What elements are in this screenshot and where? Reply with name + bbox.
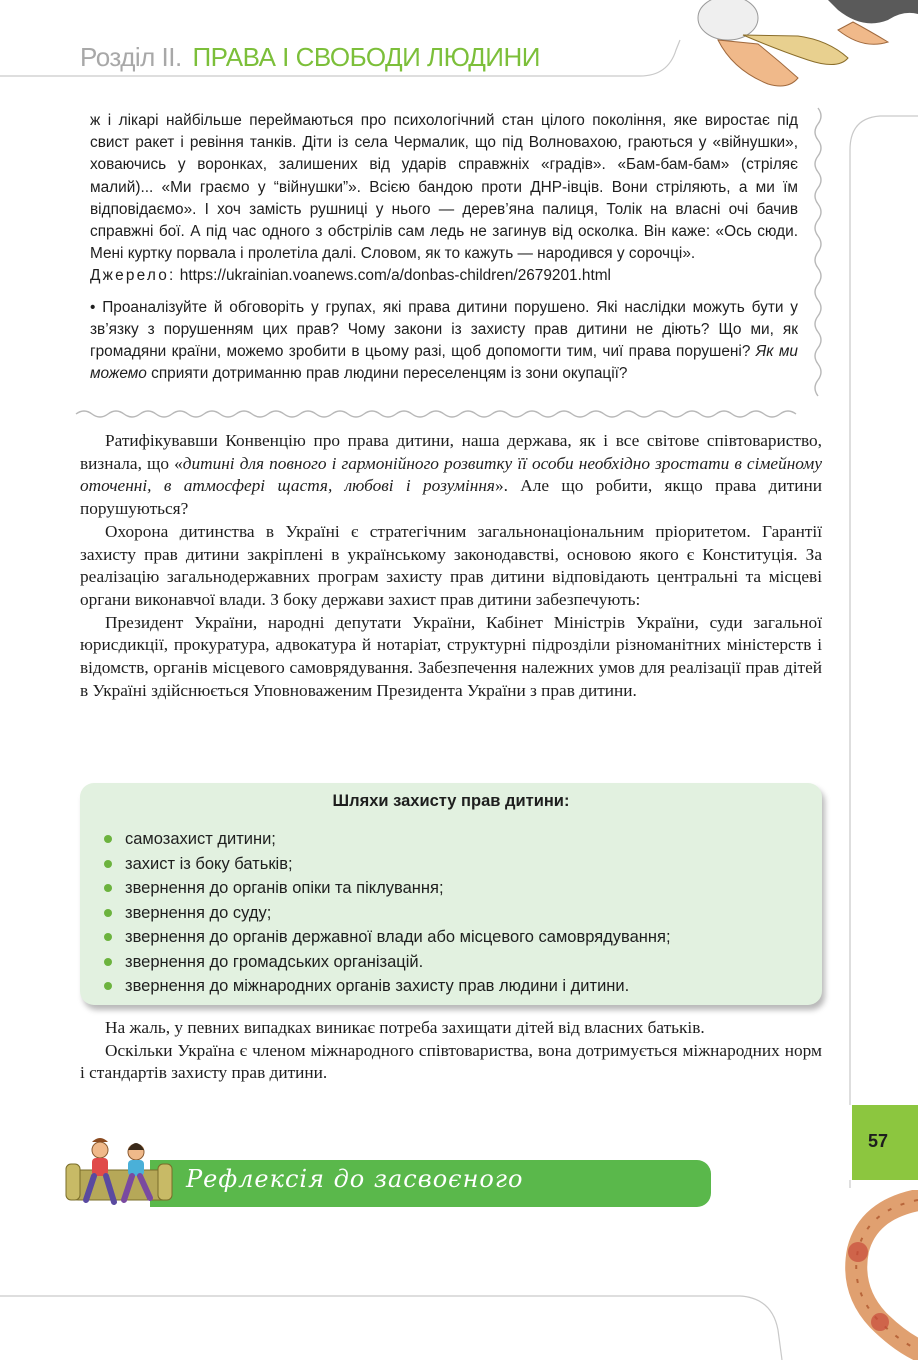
case-task — [90, 297, 798, 386]
case-paragraph: ж і лікарі найбільше переймаються про психологічний стан цілого покоління, яке виростає під свист ракет і ревіння танків. Діти із села Чермалик, що під Волновахою, граються у «війнушки», ховаючись у воронках, залишених від ударів справжніх «градів». «Бам-бам-бам» (стріляє малий)... «Ми граємо у “війнушки”». Всією бандою проти ДНР-івців. Вони стріляють, а ми їм відповідаємо». І хоч замість рушниці у нього — дерев’яна палиця, Толік на власні очі бачив справжні бої. А під час одного з обстрілів сам ледь не загинув від осколка. Він каже: «Ось сюди. Мені куртку порвала і пролетіла далі. Словом, як то кажуть — народився у сорочці». — [90, 112, 798, 263]
bullet-icon — [104, 909, 112, 917]
bullet-icon — [104, 835, 112, 843]
list-item — [104, 852, 671, 877]
case-block-wavy-bottom — [76, 411, 796, 417]
right-margin-curve — [850, 116, 918, 1105]
p1-end: ». Але що робити, якщо права дитини порушуються? — [80, 476, 822, 519]
bullet-icon — [104, 982, 112, 990]
list-item — [104, 925, 671, 950]
list-item-text: захист із боку батьків; — [125, 854, 293, 873]
ways-title: Шляхи захисту прав дитини: — [332, 792, 570, 810]
list-item — [104, 950, 671, 975]
task-bullet: • — [90, 298, 96, 316]
hands-illustration-icon — [688, 0, 918, 96]
p1-quote: дитині для повного і гармонійного розвитку її особи необхідно зростати в сімейному оточенні, в атмосфері щастя, любові і розуміння — [80, 453, 822, 496]
task-italic: Як ми можемо — [90, 343, 798, 383]
main-text-section-2 — [80, 1017, 822, 1085]
main-paragraph-3: Президент України, народні депутати України, Кабінет Міністрів України, суди загальної юрисдикції, прокуратура, адвокатура й нотаріат, структурні підрозділи різноманітних міністерств і відомств, органів місцевого самоврядування. Забезпечення належних умов для реалізації прав дітей в Україні здійснюється Уповноваженим Президента України з прав дитини. — [80, 612, 822, 700]
source-url: https://ukrainian.voanews.com/a/donbas-children/2679201.html — [179, 267, 611, 285]
task-text: Проаналізуйте й обговоріть у групах, які права дитини порушено. Які наслідки можуть бути у зв’язку з порушенням цих прав? Чому закони із захисту прав дитини не діють? Що ми, як громадяни країни, можемо зробити в цьому разі, щоб допомогти тим, чиї права порушені? — [90, 298, 799, 361]
list-item-text: самозахист дитини; — [125, 830, 276, 848]
list-item — [104, 974, 671, 999]
chapter-title: ПРАВА І СВОБОДИ ЛЮДИНИ — [192, 42, 540, 72]
main-text-section-1 — [80, 430, 822, 702]
case-source — [90, 265, 798, 287]
reflection-title: Рефлексія до засвоєного — [186, 1165, 524, 1193]
list-item-text: звернення до громадських організацій. — [125, 952, 424, 971]
couple-on-sofa-icon — [64, 1136, 174, 1212]
page-number: 57 — [867, 1131, 889, 1151]
main-paragraph-2: Охорона дитинства в Україні є стратегічним загальнонаціональним пріоритетом. Гарантії захисту прав дитини закріплені в українському законодавстві, основою якого є Конституція. За реалізацію загальнодержавних програм захисту прав дитини відповідають центральні та місцеві органи виконавчої влади. З боку держави захист прав дитини забезпечують: — [80, 521, 822, 609]
list-item-text: звернення до суду; — [125, 903, 272, 922]
main-paragraph-1 — [80, 430, 822, 521]
footer-line — [0, 1296, 782, 1360]
bullet-icon — [104, 860, 112, 868]
list-item — [104, 901, 671, 926]
p1-start: Ратифікувавши Конвенцію про права дитини, наша держава, як і все світове співтовариство, визнала, що « — [80, 431, 822, 473]
ways-list — [104, 827, 671, 999]
linked-hands-icon — [828, 1190, 918, 1360]
chapter-header — [80, 42, 540, 73]
list-item-text: звернення до органів державної влади або місцевого самоврядування; — [125, 928, 671, 946]
bullet-icon — [104, 933, 112, 941]
bullet-icon — [104, 958, 112, 966]
task-end: сприяти дотриманню прав людини переселенцям із зони окупації? — [151, 365, 628, 383]
main-paragraph-5: Оскільки Україна є членом міжнародного співтовариства, вона дотримується міжнародних норм і стандартів захисту прав дитини. — [80, 1040, 822, 1083]
list-item-text: звернення до міжнародних органів захисту прав людини і дитини. — [125, 977, 630, 995]
main-paragraph-4: На жаль, у певних випадках виникає потреба захищати дітей від власних батьків. — [105, 1018, 705, 1037]
list-item-text: звернення до органів опіки та піклування; — [125, 879, 444, 897]
bullet-icon — [104, 884, 112, 892]
list-item — [104, 876, 671, 901]
case-block-wavy-edge — [815, 108, 821, 396]
list-item — [104, 827, 671, 852]
protection-ways-box — [80, 783, 822, 1005]
source-label: Джерело: — [90, 267, 176, 285]
case-study-block — [90, 110, 798, 385]
chapter-prefix: Розділ ІІ. — [80, 42, 182, 72]
